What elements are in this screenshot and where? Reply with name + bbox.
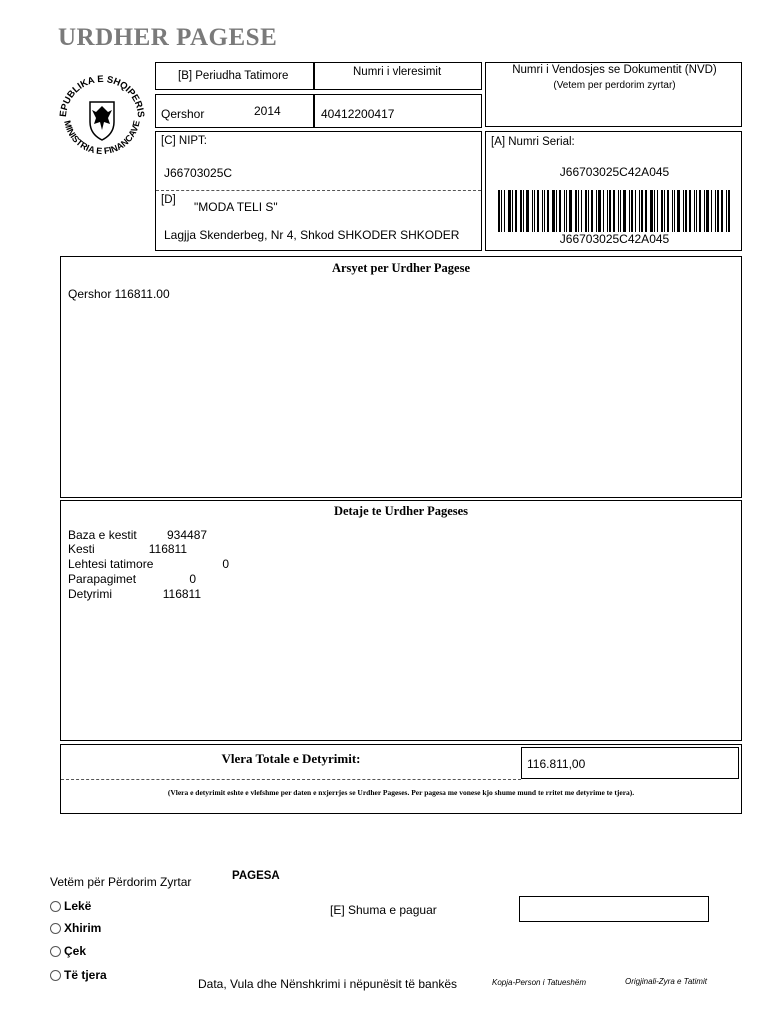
radio-icon[interactable] bbox=[50, 923, 61, 934]
nvd-box bbox=[485, 62, 742, 127]
periudha-label-box bbox=[155, 62, 314, 90]
barcode-bar bbox=[603, 190, 604, 232]
serial-value: J66703025C42A045 bbox=[559, 165, 670, 179]
barcode-bar bbox=[504, 190, 505, 232]
radio-icon[interactable] bbox=[50, 970, 61, 981]
detaje-box bbox=[60, 500, 742, 741]
barcode-bar bbox=[699, 190, 701, 232]
barcode-bar bbox=[578, 190, 579, 232]
barcode-bar bbox=[585, 190, 587, 232]
nvd-sublabel: (Vetem per perdorim zyrtar) bbox=[553, 80, 676, 91]
barcode-bar bbox=[706, 190, 709, 232]
barcode-bar bbox=[717, 190, 719, 232]
barcode-bar bbox=[661, 190, 663, 232]
barcode-bar bbox=[526, 190, 529, 232]
barcode-bar bbox=[609, 190, 611, 232]
payment-option-leke[interactable] bbox=[50, 899, 91, 913]
radio-icon[interactable] bbox=[50, 901, 61, 912]
barcode-bar bbox=[711, 190, 712, 232]
barcode-bar bbox=[685, 190, 687, 232]
taxpayer-address: Lagjja Skenderbeg, Nr 4, Shkod SHKODER SHKODER bbox=[164, 228, 460, 242]
barcode-bar bbox=[581, 190, 582, 232]
option-label: Të tjera bbox=[64, 968, 107, 982]
barcode-bar bbox=[635, 190, 636, 232]
barcode-bar bbox=[607, 190, 608, 232]
vleresimi-label-box bbox=[314, 62, 482, 90]
periudha-label: [B] Periudha Tatimore bbox=[178, 70, 289, 82]
barcode-bar bbox=[523, 190, 524, 232]
option-label: Lekë bbox=[64, 899, 92, 913]
detaje-label: Parapagimet bbox=[68, 572, 137, 586]
barcode-bar bbox=[726, 190, 727, 232]
seal-text-bottom: MINISTRIA E FINANCAVE bbox=[62, 119, 142, 157]
official-use-label: Vetëm për Përdorim Zyrtar bbox=[50, 875, 192, 889]
barcode-bar bbox=[520, 190, 522, 232]
barcode-bar bbox=[694, 190, 695, 232]
shuma-input[interactable] bbox=[519, 896, 709, 922]
barcode-bar bbox=[566, 190, 567, 232]
barcode-bar bbox=[677, 190, 680, 232]
nvd-label: Numri i Vendosjes se Dokumentit (NVD) bbox=[512, 64, 717, 76]
detaje-label: Kesti bbox=[68, 542, 95, 556]
periudha-month: Qershor bbox=[161, 107, 205, 121]
page-title: URDHER PAGESE bbox=[58, 24, 278, 51]
original-label: Origjinali-Zyra e Tatimit bbox=[625, 977, 707, 986]
barcode-bar bbox=[715, 190, 716, 232]
totali-box bbox=[60, 744, 742, 814]
barcode-bar bbox=[588, 190, 589, 232]
serial-label: [A] Numri Serial: bbox=[491, 136, 575, 148]
barcode-bar bbox=[650, 190, 653, 232]
barcode-bar bbox=[512, 190, 513, 232]
barcode-bar bbox=[664, 190, 665, 232]
barcode-bar bbox=[501, 190, 502, 232]
barcode bbox=[498, 190, 732, 232]
barcode-bar bbox=[552, 190, 555, 232]
barcode-bar bbox=[575, 190, 577, 232]
nipt-value: J66703025C bbox=[164, 166, 233, 180]
barcode-bar bbox=[559, 190, 561, 232]
shuma-label: [E] Shuma e paguar bbox=[330, 903, 437, 917]
totali-value: 116.811,00 bbox=[527, 757, 586, 771]
pagesa-label: PAGESA bbox=[232, 870, 280, 882]
periudha-year: 2014 bbox=[254, 104, 281, 118]
barcode-bar bbox=[689, 190, 691, 232]
barcode-bar bbox=[547, 190, 549, 232]
detaje-value: 0 bbox=[222, 557, 229, 571]
barcode-bar bbox=[721, 190, 723, 232]
barcode-bar bbox=[645, 190, 647, 232]
totali-label: Vlera Totale e Detyrimit: bbox=[221, 751, 361, 766]
barcode-bar bbox=[508, 190, 511, 232]
divider bbox=[156, 190, 481, 191]
barcode-bar bbox=[657, 190, 658, 232]
seal-text-top: EPUBLIKA E SHQIPERIS bbox=[57, 73, 147, 118]
detaje-value: 934487 bbox=[167, 528, 208, 542]
detaje-value: 116811 bbox=[162, 587, 201, 601]
numri-vleresimit-value: 40412200417 bbox=[321, 107, 395, 121]
barcode-bar bbox=[683, 190, 684, 232]
barcode-bar bbox=[591, 190, 593, 232]
barcode-bar bbox=[569, 190, 572, 232]
copy-label: Kopja-Person i Tatueshëm bbox=[492, 978, 586, 987]
payment-option-xhirim[interactable] bbox=[50, 921, 101, 935]
vleresimi-value-box bbox=[314, 94, 482, 128]
detaje-label: Baza e kestit bbox=[68, 528, 137, 542]
detaje-label: Lehtesi tatimore bbox=[68, 557, 154, 571]
barcode-bar bbox=[544, 190, 545, 232]
barcode-bar bbox=[596, 190, 597, 232]
barcode-bar bbox=[672, 190, 673, 232]
barcode-bar bbox=[704, 190, 705, 232]
arsyet-box bbox=[60, 256, 742, 498]
barcode-bar bbox=[613, 190, 615, 232]
numri-vleresimit-label: Numri i vleresimit bbox=[353, 66, 442, 78]
detaje-label: Detyrimi bbox=[68, 587, 112, 601]
barcode-bar bbox=[620, 190, 621, 232]
arsyet-line: Qershor 116811.00 bbox=[68, 287, 170, 301]
radio-icon[interactable] bbox=[50, 946, 61, 957]
barcode-bar bbox=[534, 190, 535, 232]
detaje-value: 116811 bbox=[148, 542, 187, 556]
barcode-caption: J66703025C42A045 bbox=[559, 232, 670, 246]
barcode-bar bbox=[728, 190, 730, 232]
barcode-bar bbox=[654, 190, 655, 232]
barcode-bar bbox=[556, 190, 557, 232]
payment-option-te-tjera[interactable] bbox=[50, 968, 107, 982]
d-label: [D] bbox=[161, 194, 176, 206]
option-label: Çek bbox=[64, 944, 87, 958]
barcode-bar bbox=[674, 190, 675, 232]
barcode-bar bbox=[639, 190, 640, 232]
barcode-bar bbox=[532, 190, 533, 232]
signature-label: Data, Vula dhe Nënshkrimi i nëpunësit të bankës bbox=[198, 977, 458, 991]
taxpayer-box bbox=[155, 131, 482, 251]
seal-icon bbox=[52, 66, 152, 166]
periudha-value-box bbox=[155, 94, 314, 128]
taxpayer-name: "MODA TELI S" bbox=[194, 200, 278, 214]
barcode-bar bbox=[598, 190, 601, 232]
arsyet-title: Arsyet per Urdher Pagese bbox=[331, 261, 471, 275]
barcode-bar bbox=[542, 190, 543, 232]
barcode-bar bbox=[498, 190, 500, 232]
barcode-bar bbox=[564, 190, 565, 232]
barcode-bar bbox=[618, 190, 619, 232]
barcode-bar bbox=[623, 190, 626, 232]
barcode-bar bbox=[696, 190, 697, 232]
nipt-label: [C] NIPT: bbox=[161, 135, 208, 147]
detaje-title: Detaje te Urdher Pageses bbox=[333, 504, 469, 518]
detaje-row bbox=[68, 528, 137, 542]
totali-note: (Vlera e detyrimit eshte e vlefshme per daten e nxjerrjes se Urdher Pageses. Per pagesa me vonese kjo shume mund te rritet me detyrime te tjera). bbox=[167, 788, 635, 797]
barcode-bar bbox=[629, 190, 630, 232]
divider bbox=[61, 779, 521, 780]
ministry-seal bbox=[52, 66, 152, 166]
barcode-bar bbox=[631, 190, 633, 232]
payment-option-cek[interactable] bbox=[50, 944, 86, 958]
option-label: Xhirim bbox=[64, 921, 102, 935]
barcode-bar bbox=[667, 190, 669, 232]
detaje-value: 0 bbox=[189, 572, 196, 586]
barcode-bar bbox=[641, 190, 643, 232]
barcode-bar bbox=[515, 190, 517, 232]
barcode-bar bbox=[537, 190, 539, 232]
